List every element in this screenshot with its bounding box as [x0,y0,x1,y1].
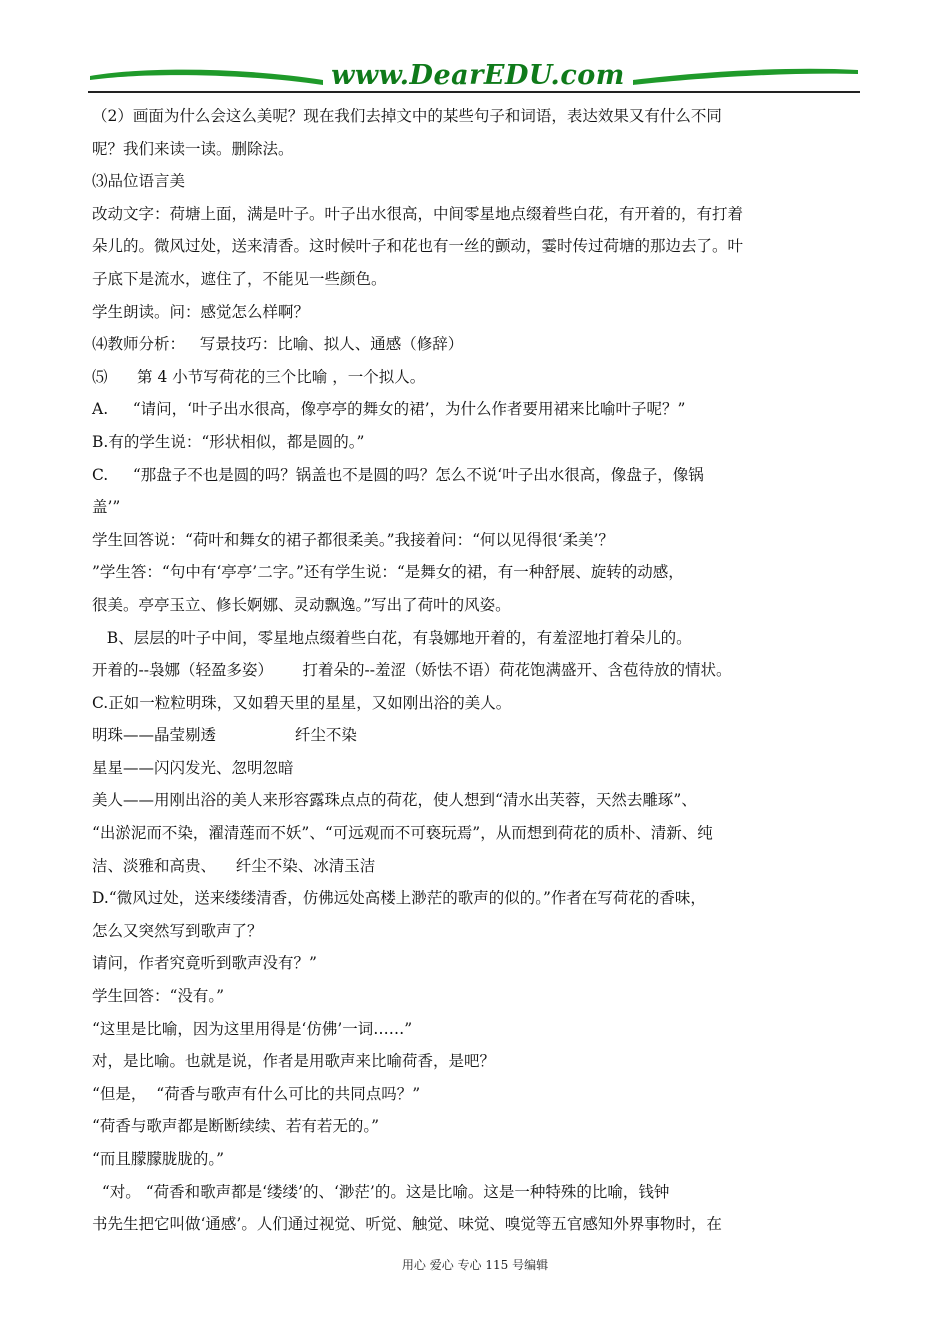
text-line: A. “请问，‘叶子出水很高，像亭亭的舞女的裙’，为什么作者要用裙来比喻叶子呢？” [92,400,686,419]
text-line: 学生回答：“没有。” [92,987,225,1006]
text-line: C. “那盘子不也是圆的吗？锅盖也不是圆的吗？怎么不说‘叶子出水很高，像盘子，像锅 [92,465,704,484]
text-line: 子底下是流水，遮住了，不能见一些颜色。 [92,269,387,288]
text-line: ⑷教师分析： 写景技巧：比喻、拟人、通感（修辞） [92,335,464,354]
text-line: 学生回答说：“荷叶和舞女的裙子都很柔美。”我接着问：“何以见得很‘柔美’？ [92,530,614,549]
text-line: ⑸ 第 4 小节写荷花的三个比喻 ，一个拟人。 [92,367,426,386]
text-line: “但是， “荷香与歌声有什么可比的共同点吗？” [92,1084,421,1103]
header-rule [88,91,860,93]
page-header [88,58,860,98]
text-line: 改动文字：荷塘上面，满是叶子。叶子出水很高，中间零星地点缀着些白花，有开着的，有打着 [92,204,744,223]
text-line: 美人——用刚出浴的美人来形容露珠点点的荷花，使人想到“清水出芙蓉，天然去雕琢”、 [92,791,697,810]
text-line: 洁、淡雅和高贵、 纤尘不染、冰清玉洁 [92,856,376,875]
text-line: “出淤泥而不染，濯清莲而不妖”、“可远观而不可亵玩焉”，从而想到荷花的质朴、清新、纯 [92,824,713,843]
site-logo[interactable]: www.DearEDU.com [331,60,625,91]
text-line: “荷香与歌声都是断断续续、若有若无的。” [92,1117,380,1136]
text-line: “而且朦朦胧胧的。” [92,1150,225,1168]
text-line: 书先生把它叫做‘通感’。人们通过视觉、听觉、触觉、味觉、嗅觉等五官感知外界事物时，在 [92,1215,722,1234]
text-line: ⑶品位语言美 [92,172,186,191]
text-line: 请问，作者究竟听到歌声没有？” [92,954,317,973]
text-line: B.有的学生说：“形状相似，都是圆的。” [92,432,365,451]
text-line: 学生朗读。问：感觉怎么样啊？ [92,302,310,321]
text-line: 盖’” [92,498,121,517]
text-line: 开着的--袅娜（轻盈多姿） 打着朵的--羞涩（娇怯不语）荷花饱满盛开、含苞待放的情状。 [92,661,732,680]
text-line: “对。 “荷香和歌声都是‘缕缕’的、‘渺茫’的。这是比喻。这是一种特殊的比喻，钱钟 [92,1182,670,1201]
text-line: D.“微风过处，送来缕缕清香，仿佛远处高楼上渺茫的歌声的似的。”作者在写荷花的香味， [92,889,706,908]
text-line: （2）画面为什么会这么美呢？现在我们去掉文中的某些句子和词语，表达效果又有什么不同 [92,107,722,125]
text-line: 明珠——晶莹剔透 纤尘不染 [92,726,357,745]
text-line: “这里是比喻，因为这里用得是‘仿佛’一词……” [92,1019,413,1038]
text-line: ”学生答：“句中有‘亭亭’二字。”还有学生说：“是舞女的裙，有一种舒展、旋转的动感， [92,563,684,582]
text-line: 呢？我们来读一读。删除法。 [92,139,294,158]
page-footer: 用心 爱心 专心 115 号编辑 [401,1258,549,1272]
text-line: B、层层的叶子中间，零星地点缀着些白花，有袅娜地开着的，有羞涩地打着朵儿的。 [92,628,692,647]
text-line: 对，是比喻。也就是说，作者是用歌声来比喻荷香，是吧？ [92,1052,496,1071]
text-line: 很美。亭亭玉立、修长婀娜、灵动飘逸。”写出了荷叶的风姿。 [92,595,511,614]
text-line: 星星——闪闪发光、忽明忽暗 [92,758,294,777]
document-body [92,100,862,1241]
text-line: 怎么又突然写到歌声了？ [92,921,263,940]
text-line: C.正如一粒粒明珠，又如碧天里的星星，又如刚出浴的美人。 [92,693,512,712]
text-line: 朵儿的。微风过处，送来清香。这时候叶子和花也有一丝的颤动，霎时传过荷塘的那边去了。叶 [92,237,744,256]
